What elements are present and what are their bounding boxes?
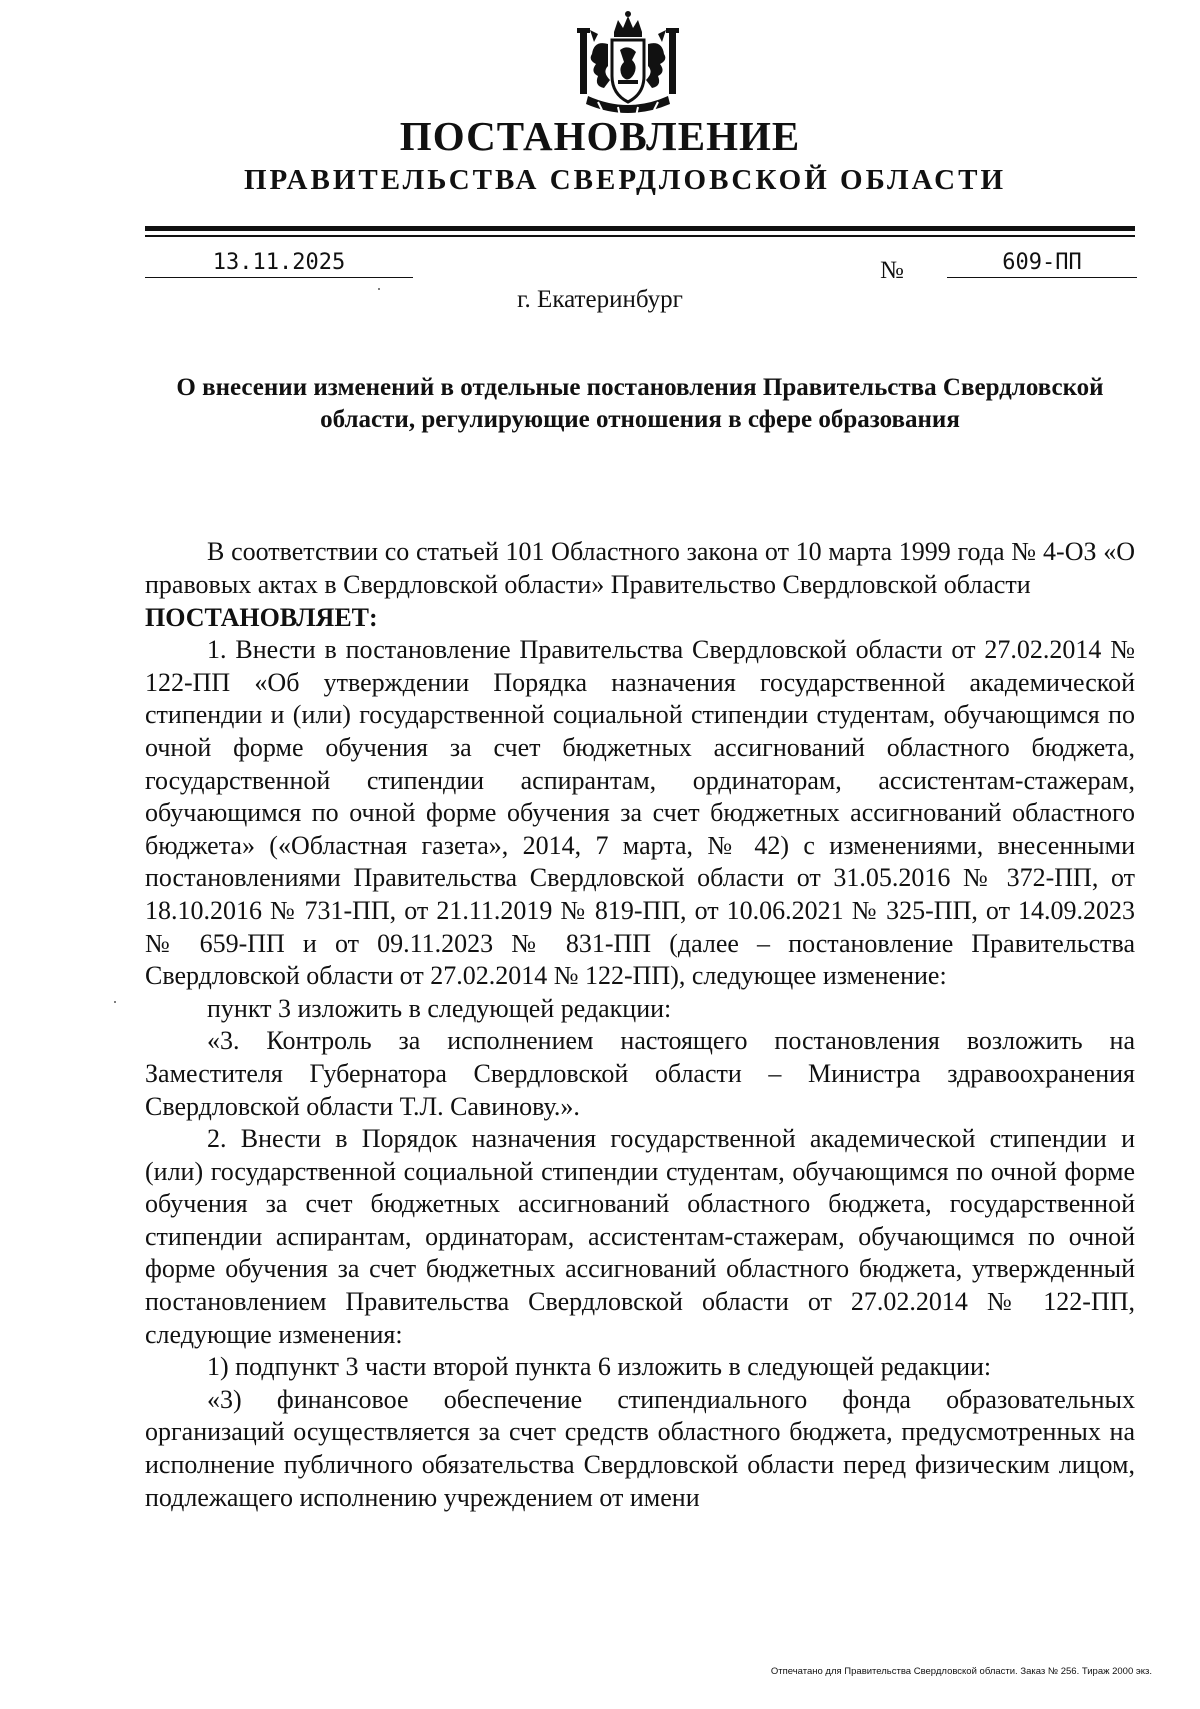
document-number: 609-ПП: [947, 250, 1137, 278]
header-rule-thick: [145, 226, 1135, 231]
paragraph-1a: пункт 3 изложить в следующей редакции:: [207, 993, 672, 1023]
paragraph-2a: 1) подпункт 3 части второй пункта 6 изложить в следующей редакции:: [207, 1352, 992, 1382]
paragraph-1b: «3. Контроль за исполнением настоящего постановления возложить на Заместителя Губернатора Свердловской области – Министра здравоохранения Свердловской области Т.Л. Савинову.».: [145, 1026, 1135, 1121]
document-body: [145, 536, 1135, 1514]
header-rule-thin: [145, 235, 1135, 237]
paragraph-2b: «3) финансовое обеспечение стипендиального фонда образовательных организаций осуществляется за счет средств областного бюджета, предусмотренных на исполнение публичного обязательства Свердловской области перед физическим лицом, подлежащего исполнению учреждением от имени: [145, 1384, 1135, 1512]
scan-speck: [114, 1001, 116, 1003]
number-sign: №: [880, 257, 904, 284]
preamble-paragraph: В соответствии со статьей 101 Областного закона от 10 марта 1999 года № 4-ОЗ «О правовых актах в Свердловской области» Правительство Свердловской области: [145, 537, 1135, 599]
paragraph-2: 2. Внести в Порядок назначения государственной академической стипендии и (или) государственной социальной стипендии студентам, обучающимся по очной форме обучения за счет бюджетных ассигнований областного бюджета, государственной стипендии аспирантам, ординаторам, ассистентам-стажерам, обучающимся по очной форме обучения за счет бюджетных ассигнований областного бюджета, утвержденный постановлением Правительства Свердловской области от 27.02.2014 № 122-ПП, следующие изменения:: [145, 1124, 1135, 1349]
scan-speck: [378, 288, 380, 290]
issue-city: г. Екатеринбург: [517, 286, 683, 313]
print-footer: Отпечатано для Правительства Свердловской области. Заказ № 256. Тираж 2000 экз.: [770, 1666, 1152, 1677]
issuing-authority: ПРАВИТЕЛЬСТВА СВЕРДЛОВСКОЙ ОБЛАСТИ: [243, 164, 1007, 196]
document-title: О внесении изменений в отдельные постановления Правительства Свердловской области, регулирующие отношения в сфере образования: [176, 374, 1104, 433]
document-date: 13.11.2025: [145, 250, 413, 278]
document-type-title: ПОСТАНОВЛЕНИЕ: [399, 113, 801, 159]
resolves-keyword: ПОСТАНОВЛЯЕТ:: [145, 603, 378, 633]
paragraph-1: 1. Внести в постановление Правительства Свердловской области от 27.02.2014 № 122-ПП «Об утверждении Порядка назначения государственной академической стипендии и (или) государственной социальной стипендии студентам, обучающимся по очной форме обучения за счет бюджетных ассигнований областного бюджета, государственной стипендии аспирантам, ординаторам, ассистентам-стажерам, обучающимся по очной форме обучения за счет бюджетных ассигнований областного бюджета» («Областная газета», 2014, 7 марта, № 42) с изменениями, внесенными постановлениями Правительства Свердловской области от 31.05.2016 № 372-ПП, от 18.10.2016 № 731-ПП, от 21.11.2019 № 819-ПП, от 10.06.2021 № 325-ПП, от 14.09.2023 № 659-ПП и от 09.11.2023 № 831-ПП (далее – постановление Правительства Свердловской области от 27.02.2014 № 122-ПП), следующее изменение:: [145, 635, 1135, 991]
coat-of-arms-emblem: [568, 10, 688, 122]
